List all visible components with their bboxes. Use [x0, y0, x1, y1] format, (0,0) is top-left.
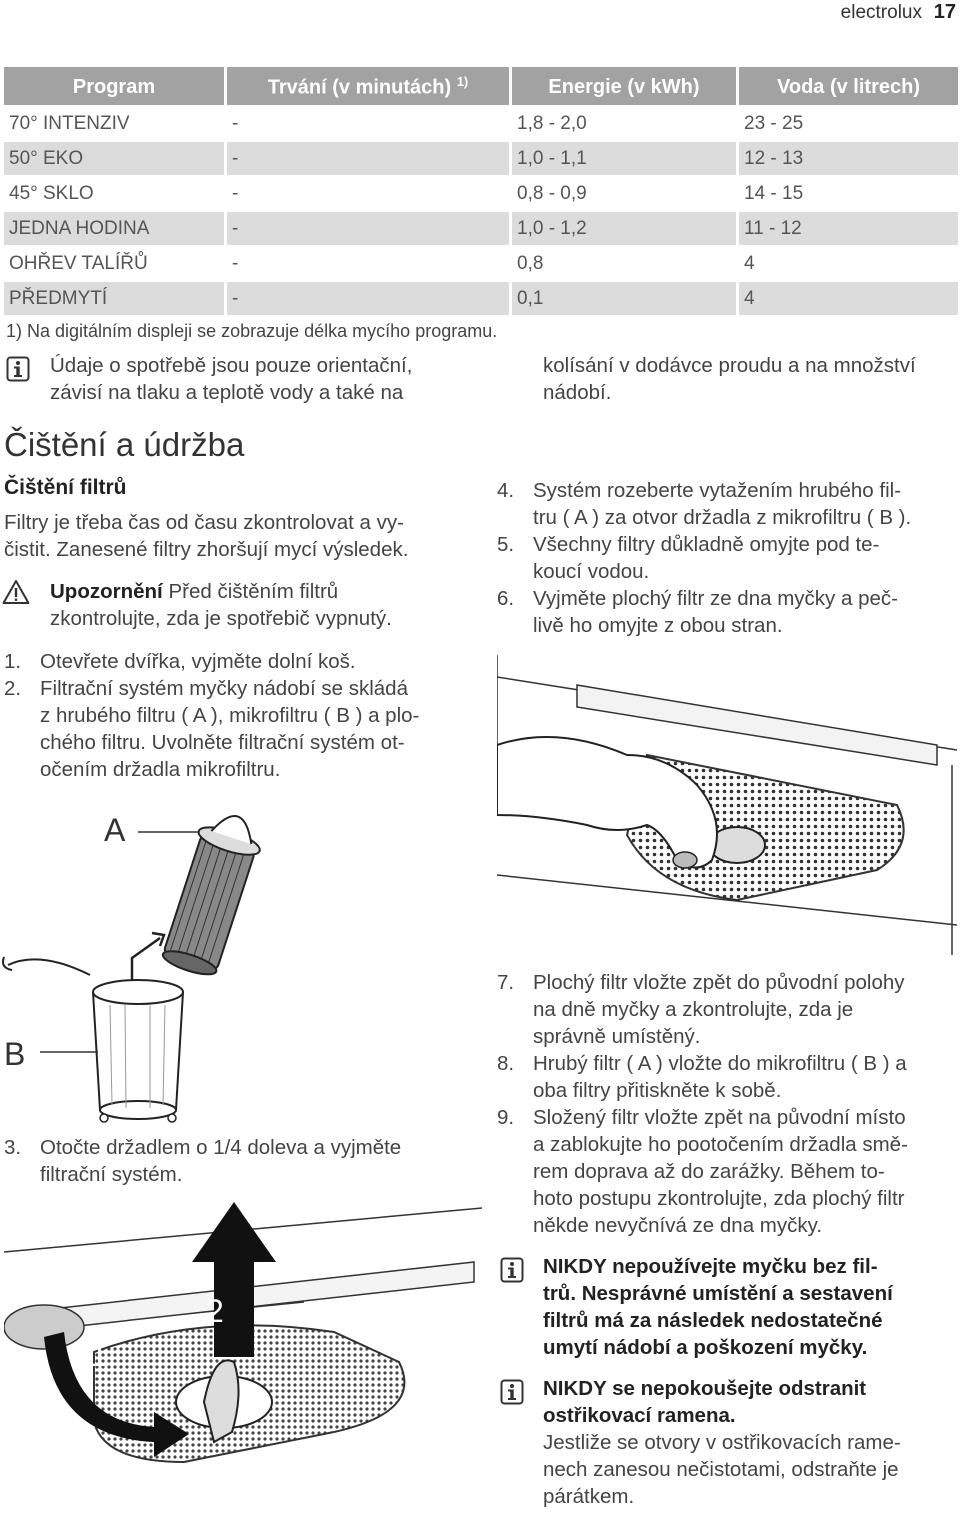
col-header-water: Voda (v litrech) [739, 67, 958, 105]
table-row [4, 140, 958, 175]
list-item: 4. Systém rozeberte vytažením hrubého fil- tru ( A ) za otvor držadla z mikrofiltru ( B ). [497, 479, 912, 529]
col-header-energy: Energie (v kWh) [512, 67, 739, 105]
note-no-filters: NIKDY nepoužívejte myčku bez fil- trů. Nesprávné umístění a sestavení filtrů má za následek nedostatečné umytí nádobí a poškození myčky. [543, 1255, 893, 1359]
cell-energy: 0,1 [512, 280, 739, 315]
steps-list-right-top [497, 477, 959, 639]
steps-list-right-bottom [497, 969, 959, 1239]
note-spray-arms: NIKDY se nepokoušejte odstranit ostřikovací ramena. Jestliže se otvory v ostřikovacích rame- nech zanesou nečistotami, odstraňte je párátkem. [543, 1377, 901, 1508]
table-row [4, 175, 958, 210]
cell-program: 45° SKLO [4, 175, 227, 210]
warning-text: Upozornění Před čištěním filtrů zkontrolujte, zda je spotřebič vypnutý. [50, 580, 392, 630]
list-item: 5. Všechny filtry důkladně omyjte pod te- koucí vodou. [497, 533, 880, 583]
info-icon [500, 1379, 524, 1405]
table-footnote: 1) Na digitálním displeji se zobrazuje délka mycího programu. [6, 321, 498, 341]
subsection-title: Čištění filtrů [4, 476, 127, 499]
cell-energy: 1,0 - 1,2 [512, 210, 739, 245]
cell-energy: 1,0 - 1,1 [512, 140, 739, 175]
cell-energy: 1,8 - 2,0 [512, 105, 739, 140]
col-header-program: Program [4, 67, 227, 105]
remove-flat-filter-illustration [497, 655, 957, 960]
cell-water: 23 - 25 [739, 105, 958, 140]
filter-assembly-illustration [0, 790, 330, 1125]
cell-duration: - [227, 245, 512, 280]
brand-name: electrolux [840, 2, 922, 23]
consumption-note-right: kolísání v dodávce proudu a na množství nádobí. [543, 354, 916, 404]
cell-energy: 0,8 [512, 245, 739, 280]
col-header-duration: Trvání (v minutách) $^{1)}$ [227, 67, 512, 105]
list-item: 9. Složený filtr vložte zpět na původní místo a zablokujte ho pootočením držadla smě- rem doprava až do zarážky. Během to- hoto postupu zkontrolujte, zda plochý filtr někde nevyčnívá ze dna myčky. [497, 1106, 908, 1237]
cell-program: 70° INTENZIV [4, 105, 227, 140]
cell-water: 4 [739, 245, 958, 280]
consumption-note-left: Údaje o spotřebě jsou pouze orientační, závisí na tlaku a teplotě vody a také na [50, 354, 413, 404]
list-item: 1. Otevřete dvířka, vyjměte dolní koš. [4, 650, 356, 673]
intro-text: Filtry je třeba čas od času zkontrolovat a vy- čistit. Zanesené filtry zhoršují mycí výsledek. [4, 511, 409, 561]
cell-duration: - [227, 175, 512, 210]
cell-program: JEDNA HODINA [4, 210, 227, 245]
list-item: 8. Hrubý filtr ( A ) vložte do mikrofiltru ( B ) a oba filtry přitiskněte k sobě. [497, 1052, 907, 1102]
label-a: A [104, 812, 126, 848]
table-row [4, 210, 958, 245]
table-header-row [4, 67, 958, 105]
rotate-handle-illustration [4, 1202, 482, 1513]
label-1: 1 [90, 1337, 108, 1373]
list-item: 6. Vyjměte plochý filtr ze dna myčky a peč- livě ho omyjte z obou stran. [497, 587, 898, 637]
table-row [4, 105, 958, 140]
cell-energy: 0,8 - 0,9 [512, 175, 739, 210]
label-b: B [4, 1036, 26, 1072]
section-title: Čištění a údržba [4, 426, 245, 463]
step-3 [4, 1134, 484, 1188]
cell-program: PŘEDMYTÍ [4, 280, 227, 315]
list-item: 2. Filtrační systém myčky nádobí se skládá z hrubého filtru ( A ), mikrofiltru ( B ) a plo- chého filtru. Uvolněte filtrační systém ot- očením držadla mikrofiltru. [4, 677, 420, 781]
list-item: 7. Plochý filtr vložte zpět do původní polohy na dně myčky a zkontrolujte, zda je správně umístěný. [497, 971, 905, 1048]
info-icon [500, 1257, 524, 1283]
info-icon [6, 356, 30, 382]
label-2: 2 [206, 1293, 224, 1329]
cell-program: 50° EKO [4, 140, 227, 175]
consumption-table [4, 67, 958, 315]
footnote-marker: 1) [456, 74, 469, 90]
cell-duration: - [227, 210, 512, 245]
steps-list-left [4, 648, 474, 783]
cell-water: 12 - 13 [739, 140, 958, 175]
cell-duration: - [227, 280, 512, 315]
cell-water: 4 [739, 280, 958, 315]
list-item: 3. Otočte držadlem o 1/4 doleva a vyjměte filtrační systém. [4, 1136, 402, 1186]
cell-duration: - [227, 105, 512, 140]
table-row [4, 245, 958, 280]
cell-water: 11 - 12 [739, 210, 958, 245]
cell-water: 14 - 15 [739, 175, 958, 210]
cell-duration: - [227, 140, 512, 175]
page-number: 17 [933, 1, 956, 23]
cell-program: OHŘEV TALÍŘŮ [4, 245, 227, 280]
warning-icon [2, 579, 30, 605]
page-header [0, 0, 960, 30]
table-row [4, 280, 958, 315]
